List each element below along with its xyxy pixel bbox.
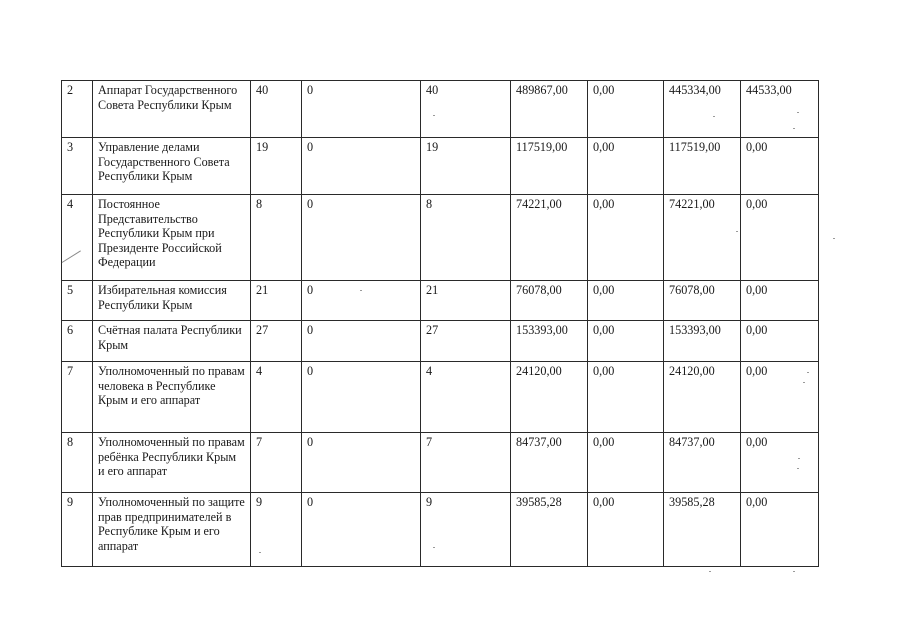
row-number: 5 — [62, 281, 93, 321]
cell-value: 24120,00 — [664, 362, 741, 433]
cell-value: 0,00 — [741, 281, 819, 321]
cell-value: 74221,00 — [511, 195, 588, 281]
cell-value: 117519,00 — [511, 138, 588, 195]
cell-value: 9 — [251, 493, 302, 567]
cell-value: 8 — [251, 195, 302, 281]
table-row — [62, 195, 819, 281]
table-row — [62, 321, 819, 362]
cell-value: 0,00 — [741, 433, 819, 493]
organization-name: Управление делами Государственного Совета Республики Крым — [93, 138, 251, 195]
cell-value: 0,00 — [741, 195, 819, 281]
cell-value: 27 — [251, 321, 302, 362]
cell-value: 489867,00 — [511, 81, 588, 138]
scan-speck — [709, 571, 711, 572]
scan-speck — [793, 571, 795, 572]
cell-value: 40 — [251, 81, 302, 138]
cell-value: 84737,00 — [664, 433, 741, 493]
scan-speck — [807, 372, 809, 373]
row-number: 8 — [62, 433, 93, 493]
cell-value: 0 — [302, 138, 421, 195]
row-number: 2 — [62, 81, 93, 138]
table-row — [62, 493, 819, 567]
cell-value: 117519,00 — [664, 138, 741, 195]
cell-value: 19 — [251, 138, 302, 195]
scan-speck — [433, 115, 435, 116]
organization-name: Избирательная комиссия Республики Крым — [93, 281, 251, 321]
row-number: 3 — [62, 138, 93, 195]
cell-value: 40 — [421, 81, 511, 138]
cell-value: 21 — [251, 281, 302, 321]
cell-value: 19 — [421, 138, 511, 195]
cell-value: 7 — [421, 433, 511, 493]
cell-value: 0 — [302, 433, 421, 493]
cell-value: 0,00 — [588, 321, 664, 362]
table-row — [62, 81, 819, 138]
cell-value: 76078,00 — [664, 281, 741, 321]
cell-value: 84737,00 — [511, 433, 588, 493]
table-row — [62, 138, 819, 195]
cell-value: 0,00 — [588, 195, 664, 281]
cell-value: 0,00 — [741, 138, 819, 195]
cell-value: 0,00 — [741, 362, 819, 433]
cell-value: 8 — [421, 195, 511, 281]
row-number: 4 — [62, 195, 93, 281]
cell-value: 0,00 — [588, 362, 664, 433]
cell-value: 44533,00 — [741, 81, 819, 138]
cell-value: 39585,28 — [511, 493, 588, 567]
cell-value: 0,00 — [741, 493, 819, 567]
cell-value: 7 — [251, 433, 302, 493]
table-row — [62, 362, 819, 433]
cell-value: 39585,28 — [664, 493, 741, 567]
table-row — [62, 281, 819, 321]
cell-value: 0,00 — [588, 493, 664, 567]
cell-value: 0 — [302, 81, 421, 138]
cell-value: 74221,00 — [664, 195, 741, 281]
organization-name: Уполномоченный по правам человека в Республике Крым и его аппарат — [93, 362, 251, 433]
scan-speck — [736, 231, 738, 232]
row-number: 9 — [62, 493, 93, 567]
cell-value: 0 — [302, 321, 421, 362]
scan-speck — [833, 238, 835, 239]
cell-value: 21 — [421, 281, 511, 321]
cell-value: 445334,00 — [664, 81, 741, 138]
row-number: 6 — [62, 321, 93, 362]
scan-speck — [803, 382, 805, 383]
organization-name: Уполномоченный по правам ребёнка Республики Крым и его аппарат — [93, 433, 251, 493]
cell-value: 153393,00 — [511, 321, 588, 362]
cell-value: 4 — [251, 362, 302, 433]
cell-value: 153393,00 — [664, 321, 741, 362]
row-number: 7 — [62, 362, 93, 433]
cell-value: 0 — [302, 362, 421, 433]
budget-table — [61, 80, 819, 567]
cell-value: 0,00 — [588, 433, 664, 493]
scan-speck — [797, 112, 799, 113]
cell-value: 4 — [421, 362, 511, 433]
scan-speck — [797, 468, 799, 469]
cell-value: 0 — [302, 493, 421, 567]
cell-value: 0 — [302, 281, 421, 321]
table-row — [62, 433, 819, 493]
organization-name: Аппарат Государственного Совета Республики Крым — [93, 81, 251, 138]
cell-value: 0,00 — [588, 281, 664, 321]
scan-speck — [433, 547, 435, 548]
cell-value: 27 — [421, 321, 511, 362]
scan-speck — [259, 552, 261, 553]
cell-value: 9 — [421, 493, 511, 567]
cell-value: 24120,00 — [511, 362, 588, 433]
cell-value: 0 — [302, 195, 421, 281]
cell-value: 0,00 — [588, 138, 664, 195]
organization-name: Постоянное Представительство Республики Крым при Президенте Российской Федерации — [93, 195, 251, 281]
cell-value: 0,00 — [741, 321, 819, 362]
organization-name: Уполномоченный по защите прав предпринимателей в Республике Крым и его аппарат — [93, 493, 251, 567]
scan-speck — [798, 458, 800, 459]
cell-value: 76078,00 — [511, 281, 588, 321]
cell-value: 0,00 — [588, 81, 664, 138]
scan-speck — [713, 116, 715, 117]
scan-speck — [360, 290, 362, 291]
scan-speck — [793, 128, 795, 129]
organization-name: Счётная палата Республики Крым — [93, 321, 251, 362]
